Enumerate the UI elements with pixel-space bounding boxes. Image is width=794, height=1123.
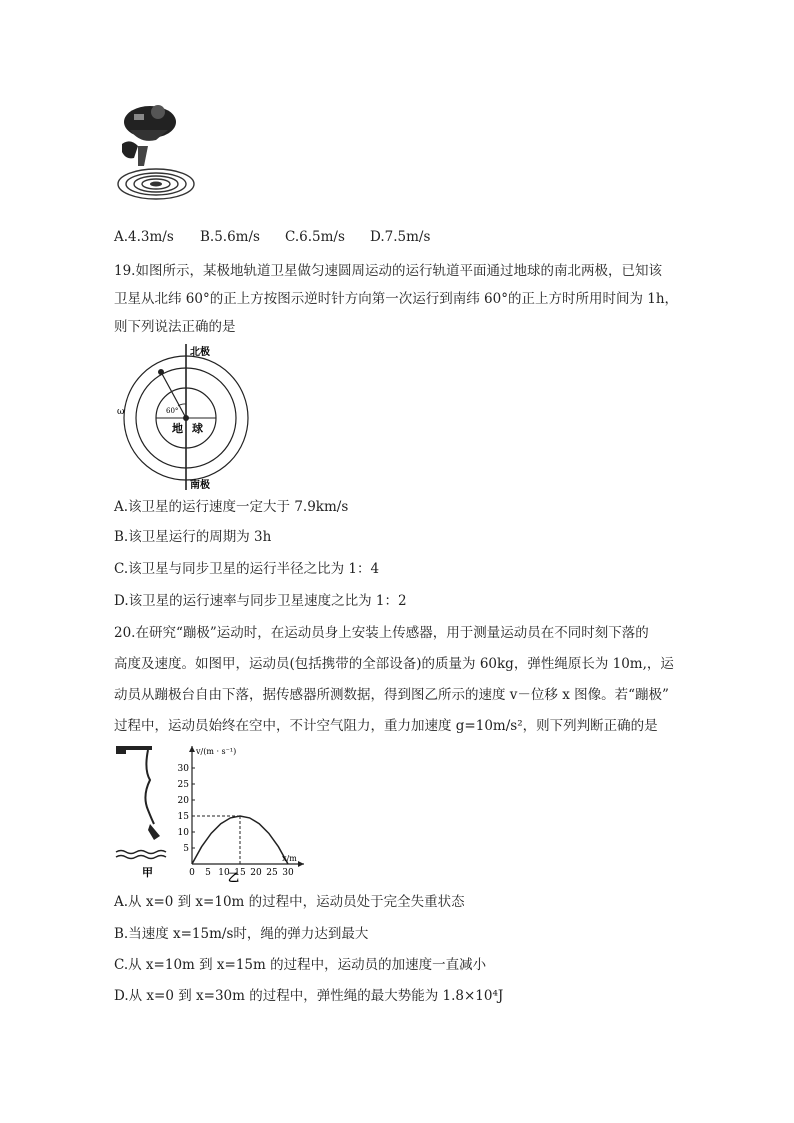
question-20-option-b: B.当速度 x=15m/s时，绳的弹力达到最大 xyxy=(114,926,369,942)
y-axis-arrow xyxy=(189,746,195,752)
question-20-line-3: 动员从蹦极台自由下落，据传感器所测数据，得到图乙所示的速度 v－位移 x 图像。若“蹦极” xyxy=(114,687,669,703)
question-19-option-c: C.该卫星与同步卫星的运行半径之比为 1：4 xyxy=(114,561,380,577)
question-19-line-1: 19.如图所示，某极地轨道卫星做匀速圆周运动的运行轨道平面通过地球的南北两极，已知该 xyxy=(114,263,662,279)
x-tick-label: 10 xyxy=(218,868,230,878)
y-tick-label: 10 xyxy=(177,828,189,838)
question-19-option-a: A.该卫星的运行速度一定大于 7.9km/s xyxy=(114,499,349,515)
question-19-line-2: 卫星从北纬 60°的正上方按图示逆时针方向第一次运行到南纬 60°的正上方时所用时间为 1h， xyxy=(114,291,679,307)
x-axis-label: x/m xyxy=(282,854,297,863)
question-20-option-d: D.从 x=0 到 x=30m 的过程中，弹性绳的最大势能为 1.8×10⁴J xyxy=(114,988,504,1004)
south-pole-label: 南极 xyxy=(190,480,210,491)
question-19-line-3: 则下列说法正确的是 xyxy=(114,319,236,335)
y-tick-label: 5 xyxy=(183,844,189,854)
velocity-displacement-chart xyxy=(172,740,312,884)
option-a: A.4.3m/s xyxy=(114,229,174,245)
x-tick-label: 15 xyxy=(234,868,246,878)
option-b: B.5.6m/s xyxy=(200,229,260,245)
y-axis-label: v/(m · s⁻¹) xyxy=(196,747,237,756)
bungee-cord xyxy=(145,750,154,824)
water-wave-2 xyxy=(116,856,166,859)
figure-jia-label: 甲 xyxy=(142,866,153,879)
north-pole-label: 北极 xyxy=(190,347,210,358)
water-wave-1 xyxy=(116,851,166,854)
angle-label: 60° xyxy=(166,407,179,415)
x-tick-label: 30 xyxy=(282,868,294,878)
x-tick-label: 20 xyxy=(250,868,262,878)
ripple-graphic xyxy=(118,169,194,199)
earth-label-1: 地 xyxy=(172,422,183,435)
omega-label: ω xyxy=(117,407,125,417)
jumper-body xyxy=(148,824,160,840)
question-20-line-4: 过程中，运动员始终在空中，不计空气阻力，重力加速度 g=10m/s²，则下列判断正确的是 xyxy=(114,718,658,734)
x-tick-label: 25 xyxy=(266,868,278,878)
y-tick-label: 30 xyxy=(177,764,189,774)
question-20-line-1: 20.在研究“蹦极”运动时，在运动员身上安装上传感器，用于测量运动员在不同时刻下落的 xyxy=(114,625,649,641)
person-graphic xyxy=(122,105,176,166)
x-tick-label: 5 xyxy=(205,868,211,878)
question-20-option-a: A.从 x=0 到 x=10m 的过程中，运动员处于完全失重状态 xyxy=(114,894,465,910)
x-tick-label: 0 xyxy=(189,868,195,878)
option-d: D.7.5m/s xyxy=(370,229,431,245)
earth-label-2: 球 xyxy=(192,422,203,435)
y-tick-label: 20 xyxy=(177,796,189,806)
question-19-option-b: B.该卫星运行的周期为 3h xyxy=(114,529,272,545)
figure-yi-label: 乙 xyxy=(228,871,239,884)
y-tick-label: 15 xyxy=(177,812,189,822)
option-c: C.6.5m/s xyxy=(285,229,345,245)
satellite-dot xyxy=(158,369,164,375)
question-20-line-2: 高度及速度。如图甲，运动员(包括携带的全部设备)的质量为 60kg，弹性绳原长为 10m,，运 xyxy=(114,656,674,672)
jumper-figure xyxy=(108,100,208,206)
polar-orbit-diagram xyxy=(112,340,272,496)
x-axis-arrow xyxy=(298,861,304,867)
question-19-option-d: D.该卫星的运行速率与同步卫星速度之比为 1：2 xyxy=(114,593,407,609)
bungee-figure-jia xyxy=(112,740,172,880)
earth-center xyxy=(183,415,189,421)
question-20-option-c: C.从 x=10m 到 x=15m 的过程中，运动员的加速度一直减小 xyxy=(114,957,487,973)
y-tick-label: 25 xyxy=(177,780,189,790)
